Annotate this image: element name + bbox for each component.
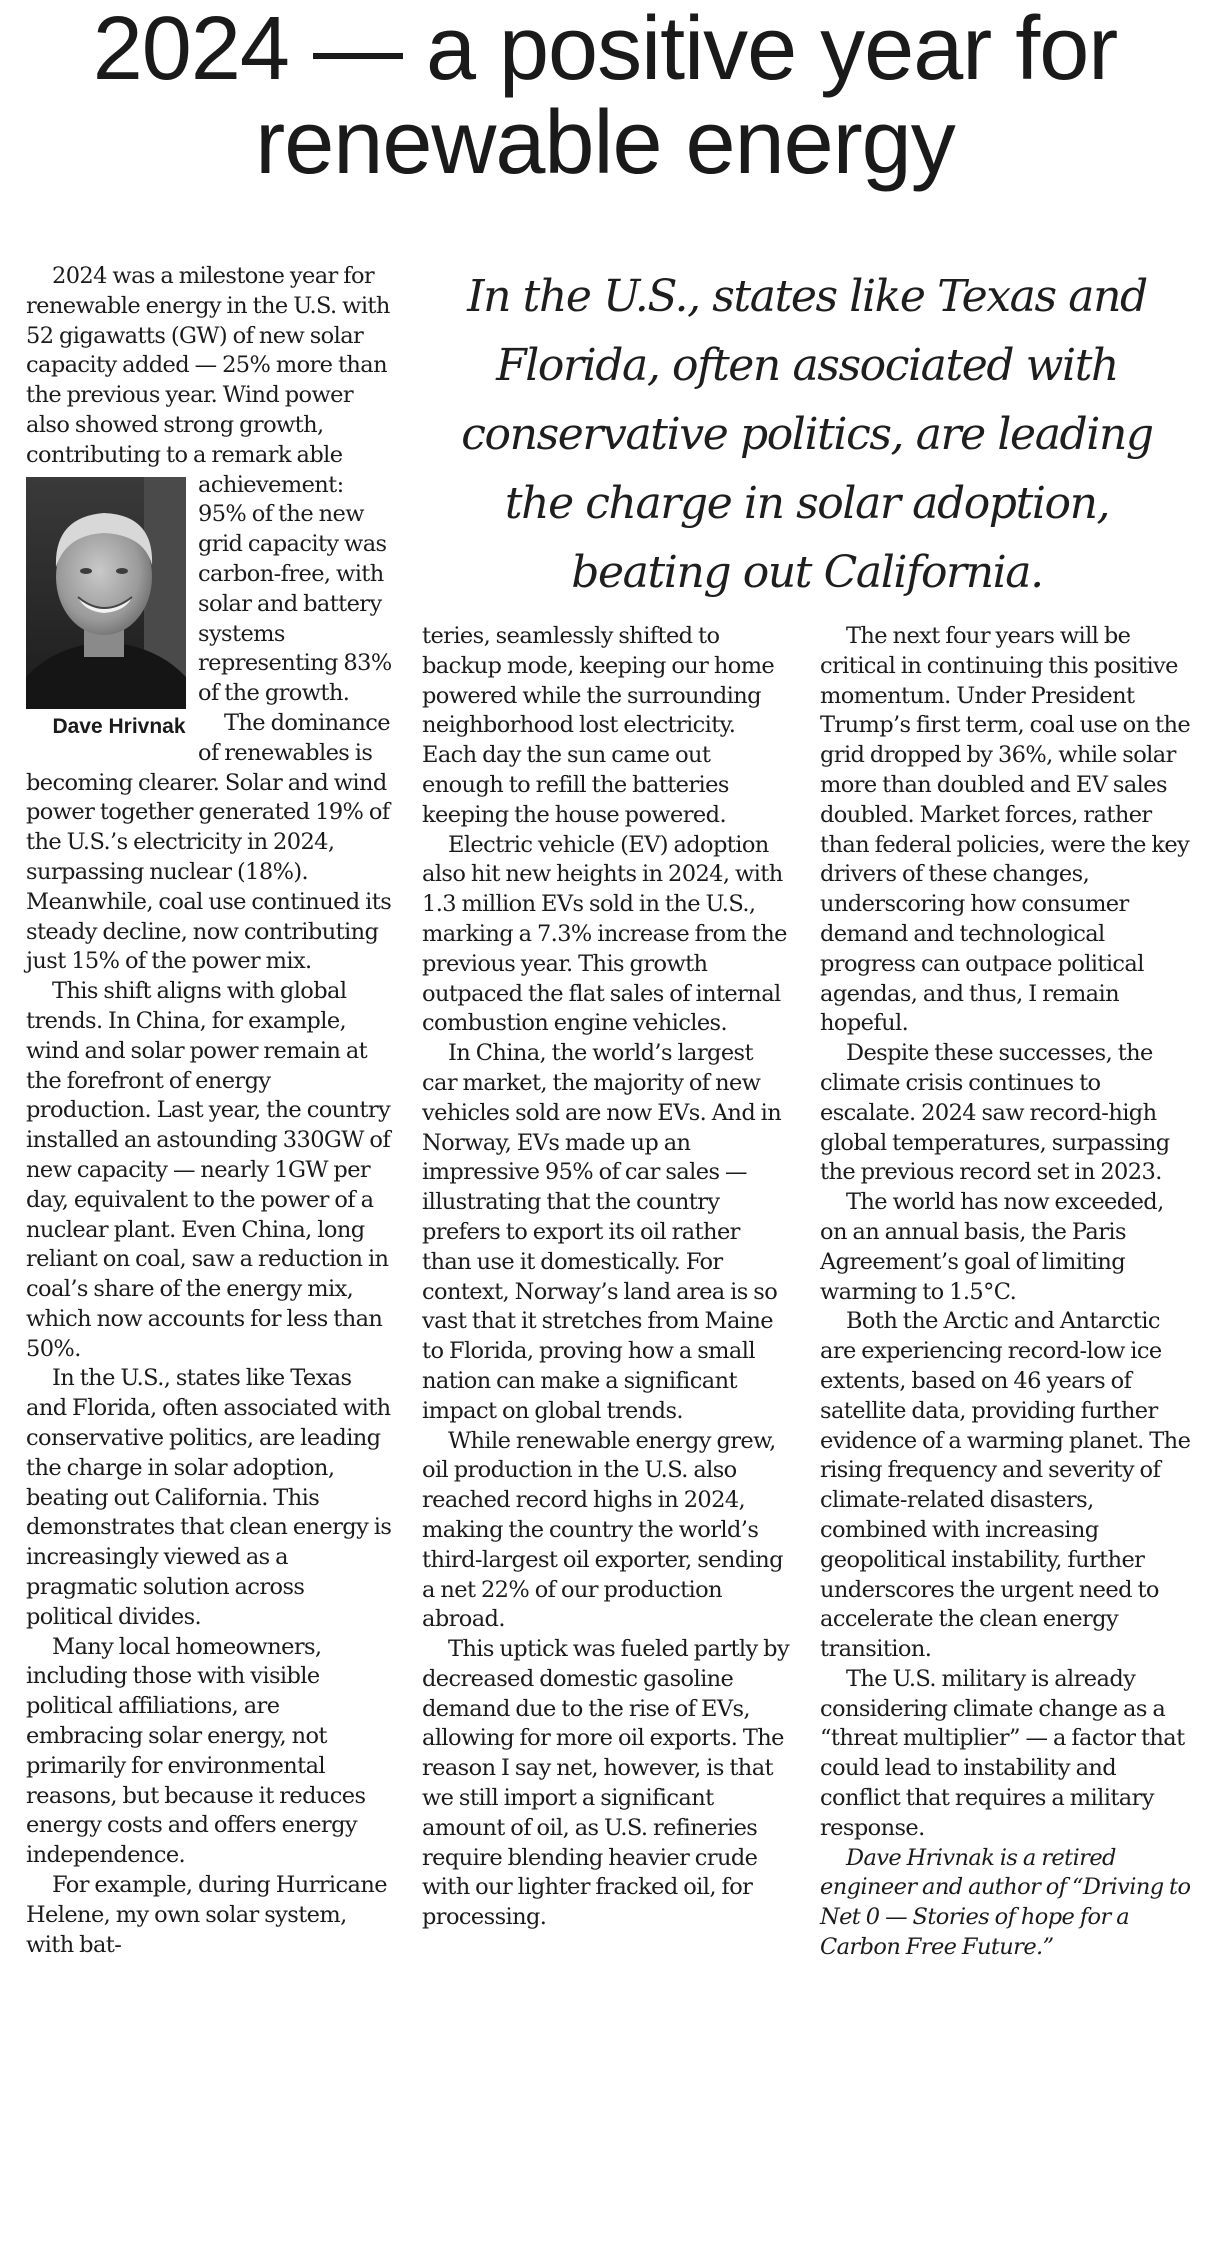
paragraph: The U.S. military is already considering climate change as a “threat multiplier” — a factor that could lead to instability and conflict that requires a military response. bbox=[820, 1665, 1185, 1841]
paragraph: The dominance of renewables is becoming clearer. Solar and wind power together generated 19% of the U.S.’s electricity in 2024, surpassing nuclear (18%). Meanwhile, coal use continued its steady decline, now contributing just 15% of the power mix. bbox=[26, 709, 392, 975]
paragraph: teries, seamlessly shifted to backup mode, keeping our home powered while the surrounding neighborhood lost electricity. Each day the sun came out enough to refill the batteries keeping the house powered. bbox=[422, 623, 775, 828]
author-portrait-icon bbox=[26, 477, 186, 709]
paragraph: The next four years will be critical in continuing this positive momentum. Under President Trump’s first term, coal use on the grid dropped by 36%, while solar more than doubled and EV sales doubled. Market forces, rather than federal policies, were the key drivers of these changes, underscoring how consumer demand and technological progress can outpace political agendas, and thus, I remain hopeful. bbox=[820, 623, 1191, 1037]
author-byline: Dave Hrivnak bbox=[52, 714, 186, 738]
paragraph: While renewable energy grew, oil production in the U.S. also reached record highs in 2024, making the country the world’s third-largest oil exporter, sending a net 22% of our production abroad. bbox=[422, 1427, 783, 1633]
pull-quote: In the U.S., states like Texas and Florida, often associated with conservative politics, are leading the charge in solar adoption, beating out California. bbox=[461, 271, 1153, 598]
paragraph: 2024 was a milestone year for renewable energy in the U.S. with 52 gigawatts (GW) of new solar capacity added — 25% more than the previous year. Wind power also showed strong growth, contributing to a remark Dave Hrivnak able achievement: 95% of the new grid capacity was carbon-free, with solar and battery systems representing 83% of the growth. bbox=[26, 262, 392, 709]
paragraph: Despite these successes, the climate crisis continues to escalate. 2024 saw record-high global temperatures, surpassing the previous record set in 2023. bbox=[820, 1040, 1170, 1186]
paragraph: Many local homeowners, including those with visible political affiliations, are embracing solar energy, not primarily for environmental reasons, but because it reduces energy costs and offers energy independence. bbox=[26, 1633, 366, 1869]
paragraph: For example, during Hurricane Helene, my own solar system, with bat- bbox=[26, 1872, 387, 1958]
paragraph: Both the Arctic and Antarctic are experiencing record-low ice extents, based on 46 years of satellite data, providing further evidence of a warming planet. The rising frequency and severity of climate-related disasters, combined with increasing geopolitical instability, further underscores the urgent need to accelerate the clean energy transition. bbox=[820, 1308, 1191, 1663]
paragraph: Electric vehicle (EV) adoption also hit new heights in 2024, with 1.3 million EVs sold in the U.S., marking a 7.3% increase from the previous year. This growth outpaced the flat sales of internal combustion engine vehicles. bbox=[422, 831, 787, 1037]
paragraph: This shift aligns with global trends. In China, for example, wind and solar power remain at the forefront of energy production. Last year, the country installed an astounding 330GW of new capacity — nearly 1GW per day, equivalent to the power of a nuclear plant. Even China, long reliant on coal, saw a reduction in coal’s share of the energy mix, which now accounts for less than 50%. bbox=[26, 978, 391, 1362]
article-column-1 bbox=[26, 262, 392, 1960]
article-column-3 bbox=[820, 622, 1192, 1963]
paragraph: The world has now exceeded, on an annual basis, the Paris Agreement’s goal of limiting warming to 1.5°C. bbox=[820, 1189, 1164, 1305]
headline: 2024 — a positive year for renewable energy bbox=[92, 0, 1118, 193]
paragraph: This uptick was fueled partly by decreased domestic gasoline demand due to the rise of EVs, allowing for more oil exports. The reason I say net, however, is that we still import a significant amount of oil, as U.S. refineries require blending heavier crude with our lighter fracked oil, for processing. bbox=[422, 1636, 790, 1931]
article-column-2 bbox=[422, 622, 792, 1933]
author-photo bbox=[26, 477, 186, 741]
paragraph: In the U.S., states like Texas and Florida, often associated with conservative politics, are leading the charge in solar adoption, beating out California. This demonstrates that clean energy is increasingly viewed as a pragmatic solution across political divides. bbox=[26, 1365, 392, 1630]
author-bio: Dave Hrivnak is a retired engineer and author of “Driving to Net 0 — Stories of hope for a Carbon Free Future.” bbox=[820, 1844, 1191, 1961]
paragraph: In China, the world’s largest car market, the majority of new vehicles sold are now EVs. And in Norway, EVs made up an impressive 95% of car sales — illustrating that the country prefers to export its oil rather than use it domestically. For context, Norway’s land area is so vast that it stretches from Maine to Florida, proving how a small nation can make a significant impact on global trends. bbox=[422, 1040, 782, 1424]
